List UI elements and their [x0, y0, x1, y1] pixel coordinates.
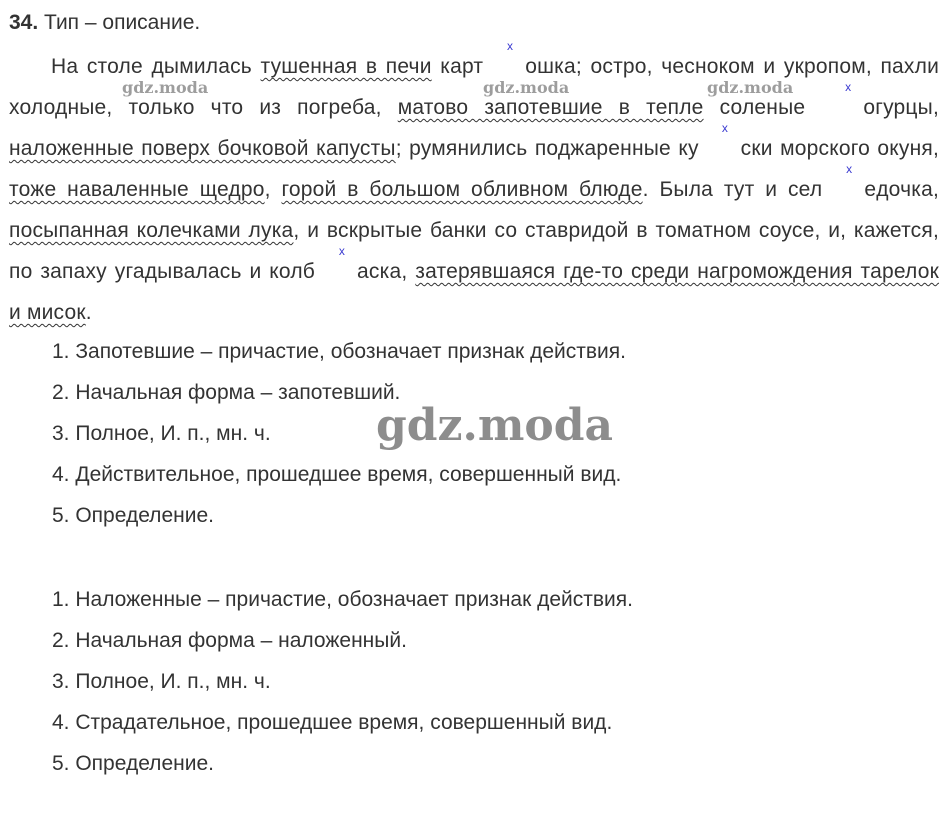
analysis-item: 5. Определение. — [52, 752, 214, 775]
exercise-type: Тип – описание. — [44, 11, 201, 34]
analysis-item: 1. Наложенные – причастие, обозначает признак действия. — [52, 588, 633, 611]
watermark: gdz.moda — [376, 400, 614, 451]
spelling-mark: x а — [315, 251, 369, 292]
text-span: ; румянились поджаренные ку — [395, 137, 699, 160]
analysis-item: 4. Действительное, прошедшее время, совершенный вид. — [52, 463, 622, 486]
text-span: . Была тут и сел — [642, 178, 823, 201]
spelling-mark: x о — [821, 87, 875, 128]
analysis-item: 4. Страдательное, прошедшее время, совершенный вид. — [52, 711, 613, 734]
analysis-item: 3. Полное, И. п., мн. ч. — [52, 422, 271, 445]
text-span: дочка, — [876, 178, 939, 201]
text-span: , — [264, 178, 282, 201]
spelling-mark: x с — [699, 128, 752, 169]
text-span: . — [85, 301, 92, 324]
text-span: На столе дымилась — [51, 55, 261, 78]
analysis-list-2 — [52, 579, 633, 784]
participle-phrase: затерявшаяся где-то среди нагромождения тарелок и мисок — [9, 260, 940, 324]
watermark: gdz.moda — [122, 78, 209, 97]
participle-phrase: посыпанная колечками лука — [9, 219, 294, 242]
watermark: gdz.moda — [707, 78, 794, 97]
analysis-item: 2. Начальная форма – запотевший. — [52, 381, 401, 404]
analysis-item: 2. Начальная форма – наложенный. — [52, 629, 407, 652]
text-span: ска, — [368, 260, 416, 283]
participle-phrase: тоже наваленные щедро — [9, 178, 265, 201]
participle-phrase: наложенные поверх бочковой капусты — [9, 137, 396, 160]
text-span: гурцы, — [875, 96, 939, 119]
analysis-item: 3. Полное, И. п., мн. ч. — [52, 670, 271, 693]
text-span: соленые — [703, 96, 822, 119]
exercise-number: 34. — [9, 11, 39, 34]
participle-phrase: тушенная в печи — [260, 55, 432, 78]
participle-phrase: матово запотевшие в тепле — [397, 96, 704, 119]
text-span: , и вскрытые банки со ставридой в томатном соусе, и, кажется, по запаху угадывалась и колб — [9, 219, 939, 283]
participle-phrase: горой в большом обливном блюде — [281, 178, 643, 201]
watermark: gdz.moda — [483, 78, 570, 97]
exercise-heading — [9, 9, 200, 37]
spelling-mark: x е — [822, 169, 876, 210]
analysis-item: 1. Запотевшие – причастие, обозначает признак действия. — [52, 340, 626, 363]
text-span: шка; остро, чесноком и укропом, пахли холодные, только что из погреба, — [9, 55, 940, 119]
spelling-mark: x о — [483, 46, 537, 87]
text-span: карт — [431, 55, 484, 78]
analysis-item: 5. Определение. — [52, 504, 214, 527]
text-span: ки морского окуня, — [751, 137, 939, 160]
